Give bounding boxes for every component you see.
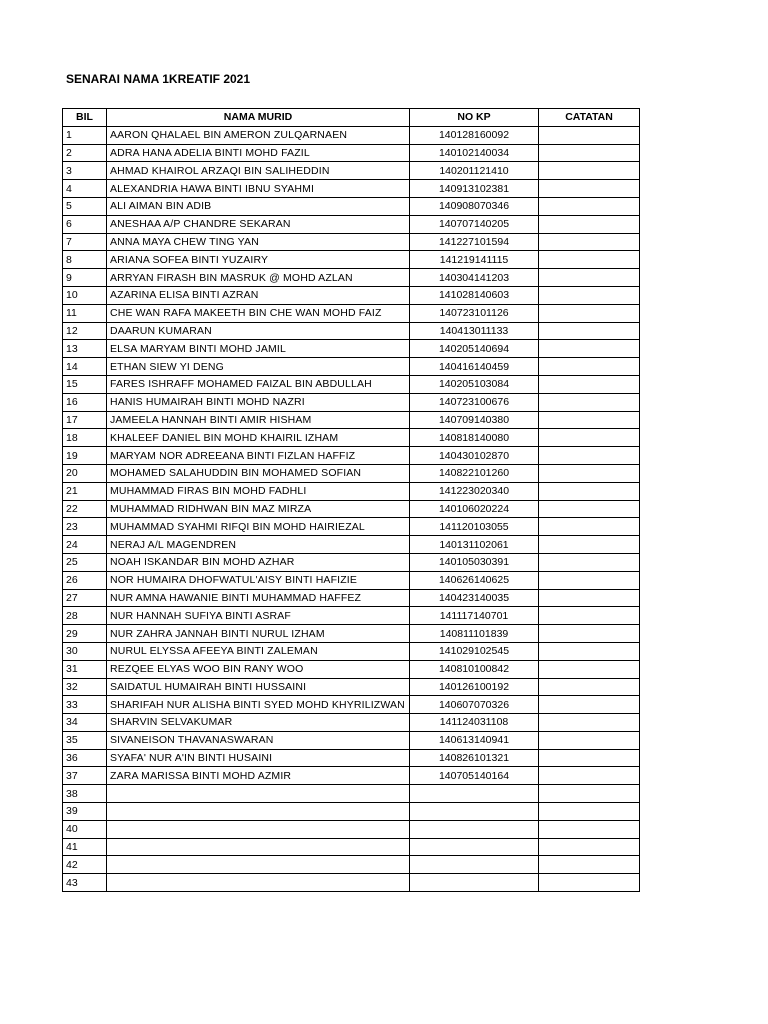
table-row — [63, 126, 640, 144]
cell-catatan — [539, 518, 640, 536]
cell-catatan — [539, 233, 640, 251]
cell-catatan — [539, 340, 640, 358]
table-row — [63, 536, 640, 554]
cell-no-kp: 140826101321 — [410, 749, 539, 767]
cell-nama-murid: SHARIFAH NUR ALISHA BINTI SYED MOHD KHYRILIZWAN — [107, 696, 410, 714]
cell-catatan — [539, 571, 640, 589]
cell-nama-murid: ZARA MARISSA BINTI MOHD AZMIR — [107, 767, 410, 785]
cell-bil: 11 — [63, 304, 107, 322]
cell-catatan — [539, 536, 640, 554]
cell-no-kp: 140626140625 — [410, 571, 539, 589]
cell-catatan — [539, 500, 640, 518]
cell-nama-murid: NUR HANNAH SUFIYA BINTI ASRAF — [107, 607, 410, 625]
cell-no-kp: 140908070346 — [410, 197, 539, 215]
cell-nama-murid: NUR ZAHRA JANNAH BINTI NURUL IZHAM — [107, 625, 410, 643]
table-row — [63, 144, 640, 162]
table-row — [63, 803, 640, 821]
cell-catatan — [539, 197, 640, 215]
table-row — [63, 322, 640, 340]
cell-bil: 17 — [63, 411, 107, 429]
cell-bil: 23 — [63, 518, 107, 536]
cell-catatan — [539, 464, 640, 482]
table-row — [63, 607, 640, 625]
cell-no-kp: 140707140205 — [410, 215, 539, 233]
cell-no-kp — [410, 856, 539, 874]
cell-catatan — [539, 447, 640, 465]
table-row — [63, 874, 640, 892]
cell-nama-murid — [107, 820, 410, 838]
cell-nama-murid: NERAJ A/L MAGENDREN — [107, 536, 410, 554]
cell-catatan — [539, 304, 640, 322]
cell-bil: 13 — [63, 340, 107, 358]
cell-nama-murid: KHALEEF DANIEL BIN MOHD KHAIRIL IZHAM — [107, 429, 410, 447]
cell-nama-murid: ARIANA SOFEA BINTI YUZAIRY — [107, 251, 410, 269]
cell-bil: 24 — [63, 536, 107, 554]
cell-no-kp: 140106020224 — [410, 500, 539, 518]
cell-nama-murid: SHARVIN SELVAKUMAR — [107, 714, 410, 732]
table-row — [63, 500, 640, 518]
cell-nama-murid: MOHAMED SALAHUDDIN BIN MOHAMED SOFIAN — [107, 464, 410, 482]
cell-catatan — [539, 696, 640, 714]
cell-nama-murid: JAMEELA HANNAH BINTI AMIR HISHAM — [107, 411, 410, 429]
document-title: SENARAI NAMA 1KREATIF 2021 — [66, 72, 251, 86]
cell-bil: 1 — [63, 126, 107, 144]
cell-nama-murid: REZQEE ELYAS WOO BIN RANY WOO — [107, 660, 410, 678]
cell-bil: 19 — [63, 447, 107, 465]
cell-nama-murid: ANESHAA A/P CHANDRE SEKARAN — [107, 215, 410, 233]
cell-no-kp: 141124031108 — [410, 714, 539, 732]
cell-no-kp: 140205103084 — [410, 375, 539, 393]
cell-nama-murid: MUHAMMAD RIDHWAN BIN MAZ MIRZA — [107, 500, 410, 518]
table-row — [63, 375, 640, 393]
table-row — [63, 411, 640, 429]
cell-bil: 4 — [63, 180, 107, 198]
cell-bil: 9 — [63, 269, 107, 287]
cell-catatan — [539, 749, 640, 767]
cell-nama-murid: MUHAMMAD FIRAS BIN MOHD FADHLI — [107, 482, 410, 500]
cell-nama-murid: AHMAD KHAIROL ARZAQI BIN SALIHEDDIN — [107, 162, 410, 180]
cell-bil: 36 — [63, 749, 107, 767]
table-row — [63, 286, 640, 304]
cell-nama-murid: HANIS HUMAIRAH BINTI MOHD NAZRI — [107, 393, 410, 411]
cell-nama-murid: NOR HUMAIRA DHOFWATUL'AISY BINTI HAFIZIE — [107, 571, 410, 589]
cell-bil: 30 — [63, 642, 107, 660]
cell-catatan — [539, 269, 640, 287]
cell-catatan — [539, 642, 640, 660]
cell-bil: 15 — [63, 375, 107, 393]
table-row — [63, 429, 640, 447]
cell-no-kp: 140201121410 — [410, 162, 539, 180]
cell-no-kp: 140430102870 — [410, 447, 539, 465]
cell-nama-murid: ADRA HANA ADELIA BINTI MOHD FAZIL — [107, 144, 410, 162]
table-row — [63, 714, 640, 732]
cell-no-kp: 141219141115 — [410, 251, 539, 269]
cell-bil: 2 — [63, 144, 107, 162]
table-row — [63, 696, 640, 714]
cell-no-kp: 140613140941 — [410, 731, 539, 749]
cell-catatan — [539, 731, 640, 749]
cell-nama-murid: SIVANEISON THAVANASWARAN — [107, 731, 410, 749]
cell-bil: 20 — [63, 464, 107, 482]
cell-no-kp: 141028140603 — [410, 286, 539, 304]
cell-no-kp — [410, 803, 539, 821]
cell-bil: 29 — [63, 625, 107, 643]
cell-bil: 5 — [63, 197, 107, 215]
table-row — [63, 162, 640, 180]
cell-catatan — [539, 874, 640, 892]
cell-bil: 38 — [63, 785, 107, 803]
cell-no-kp: 140304141203 — [410, 269, 539, 287]
table-row — [63, 838, 640, 856]
table-row — [63, 180, 640, 198]
table-row — [63, 482, 640, 500]
cell-bil: 22 — [63, 500, 107, 518]
cell-bil: 43 — [63, 874, 107, 892]
cell-bil: 37 — [63, 767, 107, 785]
table-row — [63, 678, 640, 696]
cell-bil: 27 — [63, 589, 107, 607]
cell-no-kp: 140416140459 — [410, 358, 539, 376]
cell-bil: 3 — [63, 162, 107, 180]
cell-nama-murid: SAIDATUL HUMAIRAH BINTI HUSSAINI — [107, 678, 410, 696]
cell-catatan — [539, 215, 640, 233]
cell-no-kp — [410, 785, 539, 803]
cell-bil: 12 — [63, 322, 107, 340]
table-row — [63, 251, 640, 269]
cell-nama-murid — [107, 856, 410, 874]
cell-catatan — [539, 358, 640, 376]
cell-bil: 8 — [63, 251, 107, 269]
cell-bil: 32 — [63, 678, 107, 696]
cell-nama-murid: AZARINA ELISA BINTI AZRAN — [107, 286, 410, 304]
table-row — [63, 571, 640, 589]
cell-nama-murid — [107, 838, 410, 856]
cell-nama-murid: ANNA MAYA CHEW TING YAN — [107, 233, 410, 251]
cell-catatan — [539, 856, 640, 874]
cell-no-kp: 140822101260 — [410, 464, 539, 482]
cell-bil: 25 — [63, 553, 107, 571]
table-row — [63, 518, 640, 536]
cell-bil: 41 — [63, 838, 107, 856]
cell-catatan — [539, 553, 640, 571]
cell-no-kp: 140709140380 — [410, 411, 539, 429]
table-body — [63, 126, 640, 891]
cell-catatan — [539, 838, 640, 856]
table-row — [63, 304, 640, 322]
cell-catatan — [539, 393, 640, 411]
header-catatan: CATATAN — [539, 109, 640, 127]
cell-no-kp — [410, 874, 539, 892]
cell-catatan — [539, 411, 640, 429]
cell-nama-murid: ARRYAN FIRASH BIN MASRUK @ MOHD AZLAN — [107, 269, 410, 287]
table-row — [63, 340, 640, 358]
cell-bil: 6 — [63, 215, 107, 233]
cell-bil: 10 — [63, 286, 107, 304]
header-nama-murid: NAMA MURID — [107, 109, 410, 127]
table-row — [63, 358, 640, 376]
cell-no-kp: 140818140080 — [410, 429, 539, 447]
cell-nama-murid: FARES ISHRAFF MOHAMED FAIZAL BIN ABDULLAH — [107, 375, 410, 393]
cell-bil: 35 — [63, 731, 107, 749]
cell-no-kp: 141227101594 — [410, 233, 539, 251]
cell-bil: 7 — [63, 233, 107, 251]
cell-nama-murid — [107, 785, 410, 803]
cell-nama-murid: CHE WAN RAFA MAKEETH BIN CHE WAN MOHD FAIZ — [107, 304, 410, 322]
cell-catatan — [539, 785, 640, 803]
cell-no-kp — [410, 838, 539, 856]
table-row — [63, 553, 640, 571]
cell-nama-murid — [107, 803, 410, 821]
cell-no-kp: 140413011133 — [410, 322, 539, 340]
cell-no-kp: 140705140164 — [410, 767, 539, 785]
cell-bil: 16 — [63, 393, 107, 411]
cell-no-kp: 140102140034 — [410, 144, 539, 162]
cell-catatan — [539, 625, 640, 643]
table-row — [63, 820, 640, 838]
table-row — [63, 785, 640, 803]
header-bil: BIL — [63, 109, 107, 127]
cell-catatan — [539, 589, 640, 607]
cell-nama-murid: SYAFA' NUR A'IN BINTI HUSAINI — [107, 749, 410, 767]
table-row — [63, 197, 640, 215]
cell-catatan — [539, 144, 640, 162]
table-row — [63, 856, 640, 874]
cell-no-kp: 141029102545 — [410, 642, 539, 660]
cell-catatan — [539, 375, 640, 393]
table-row — [63, 660, 640, 678]
cell-no-kp: 140723101126 — [410, 304, 539, 322]
cell-nama-murid: DAARUN KUMARAN — [107, 322, 410, 340]
cell-nama-murid: NOAH ISKANDAR BIN MOHD AZHAR — [107, 553, 410, 571]
cell-bil: 28 — [63, 607, 107, 625]
cell-nama-murid: MUHAMMAD SYAHMI RIFQI BIN MOHD HAIRIEZAL — [107, 518, 410, 536]
table-row — [63, 447, 640, 465]
cell-nama-murid: ALEXANDRIA HAWA BINTI IBNU SYAHMI — [107, 180, 410, 198]
table-row — [63, 625, 640, 643]
table-row — [63, 215, 640, 233]
cell-catatan — [539, 820, 640, 838]
cell-no-kp — [410, 820, 539, 838]
cell-bil: 33 — [63, 696, 107, 714]
table-row — [63, 233, 640, 251]
table-header-row — [63, 109, 640, 127]
cell-bil: 34 — [63, 714, 107, 732]
cell-catatan — [539, 429, 640, 447]
cell-nama-murid: NUR AMNA HAWANIE BINTI MUHAMMAD HAFFEZ — [107, 589, 410, 607]
cell-nama-murid: MARYAM NOR ADREEANA BINTI FIZLAN HAFFIZ — [107, 447, 410, 465]
cell-bil: 18 — [63, 429, 107, 447]
cell-no-kp: 141117140701 — [410, 607, 539, 625]
table-row — [63, 642, 640, 660]
cell-nama-murid: NURUL ELYSSA AFEEYA BINTI ZALEMAN — [107, 642, 410, 660]
cell-nama-murid: ALI AIMAN BIN ADIB — [107, 197, 410, 215]
cell-no-kp: 140205140694 — [410, 340, 539, 358]
table-row — [63, 731, 640, 749]
cell-catatan — [539, 482, 640, 500]
cell-bil: 21 — [63, 482, 107, 500]
cell-catatan — [539, 251, 640, 269]
cell-bil: 31 — [63, 660, 107, 678]
cell-no-kp: 140913102381 — [410, 180, 539, 198]
cell-no-kp: 140423140035 — [410, 589, 539, 607]
cell-catatan — [539, 607, 640, 625]
cell-no-kp: 140131102061 — [410, 536, 539, 554]
cell-bil: 14 — [63, 358, 107, 376]
cell-catatan — [539, 180, 640, 198]
cell-catatan — [539, 678, 640, 696]
table-row — [63, 589, 640, 607]
table-row — [63, 269, 640, 287]
cell-no-kp: 140810100842 — [410, 660, 539, 678]
cell-catatan — [539, 322, 640, 340]
cell-bil: 26 — [63, 571, 107, 589]
cell-catatan — [539, 286, 640, 304]
cell-catatan — [539, 660, 640, 678]
cell-bil: 39 — [63, 803, 107, 821]
cell-no-kp: 140126100192 — [410, 678, 539, 696]
cell-catatan — [539, 714, 640, 732]
cell-nama-murid: AARON QHALAEL BIN AMERON ZULQARNAEN — [107, 126, 410, 144]
table-row — [63, 767, 640, 785]
cell-no-kp: 140105030391 — [410, 553, 539, 571]
table-row — [63, 749, 640, 767]
table-row — [63, 464, 640, 482]
cell-catatan — [539, 162, 640, 180]
header-no-kp: NO KP — [410, 109, 539, 127]
cell-no-kp: 140607070326 — [410, 696, 539, 714]
cell-catatan — [539, 803, 640, 821]
cell-no-kp: 140723100676 — [410, 393, 539, 411]
cell-no-kp: 141223020340 — [410, 482, 539, 500]
cell-bil: 42 — [63, 856, 107, 874]
cell-nama-murid — [107, 874, 410, 892]
cell-no-kp: 140811101839 — [410, 625, 539, 643]
student-roster-table — [62, 108, 640, 892]
cell-nama-murid: ELSA MARYAM BINTI MOHD JAMIL — [107, 340, 410, 358]
cell-nama-murid: ETHAN SIEW YI DENG — [107, 358, 410, 376]
cell-no-kp: 141120103055 — [410, 518, 539, 536]
cell-bil: 40 — [63, 820, 107, 838]
cell-no-kp: 140128160092 — [410, 126, 539, 144]
cell-catatan — [539, 767, 640, 785]
cell-catatan — [539, 126, 640, 144]
table-row — [63, 393, 640, 411]
